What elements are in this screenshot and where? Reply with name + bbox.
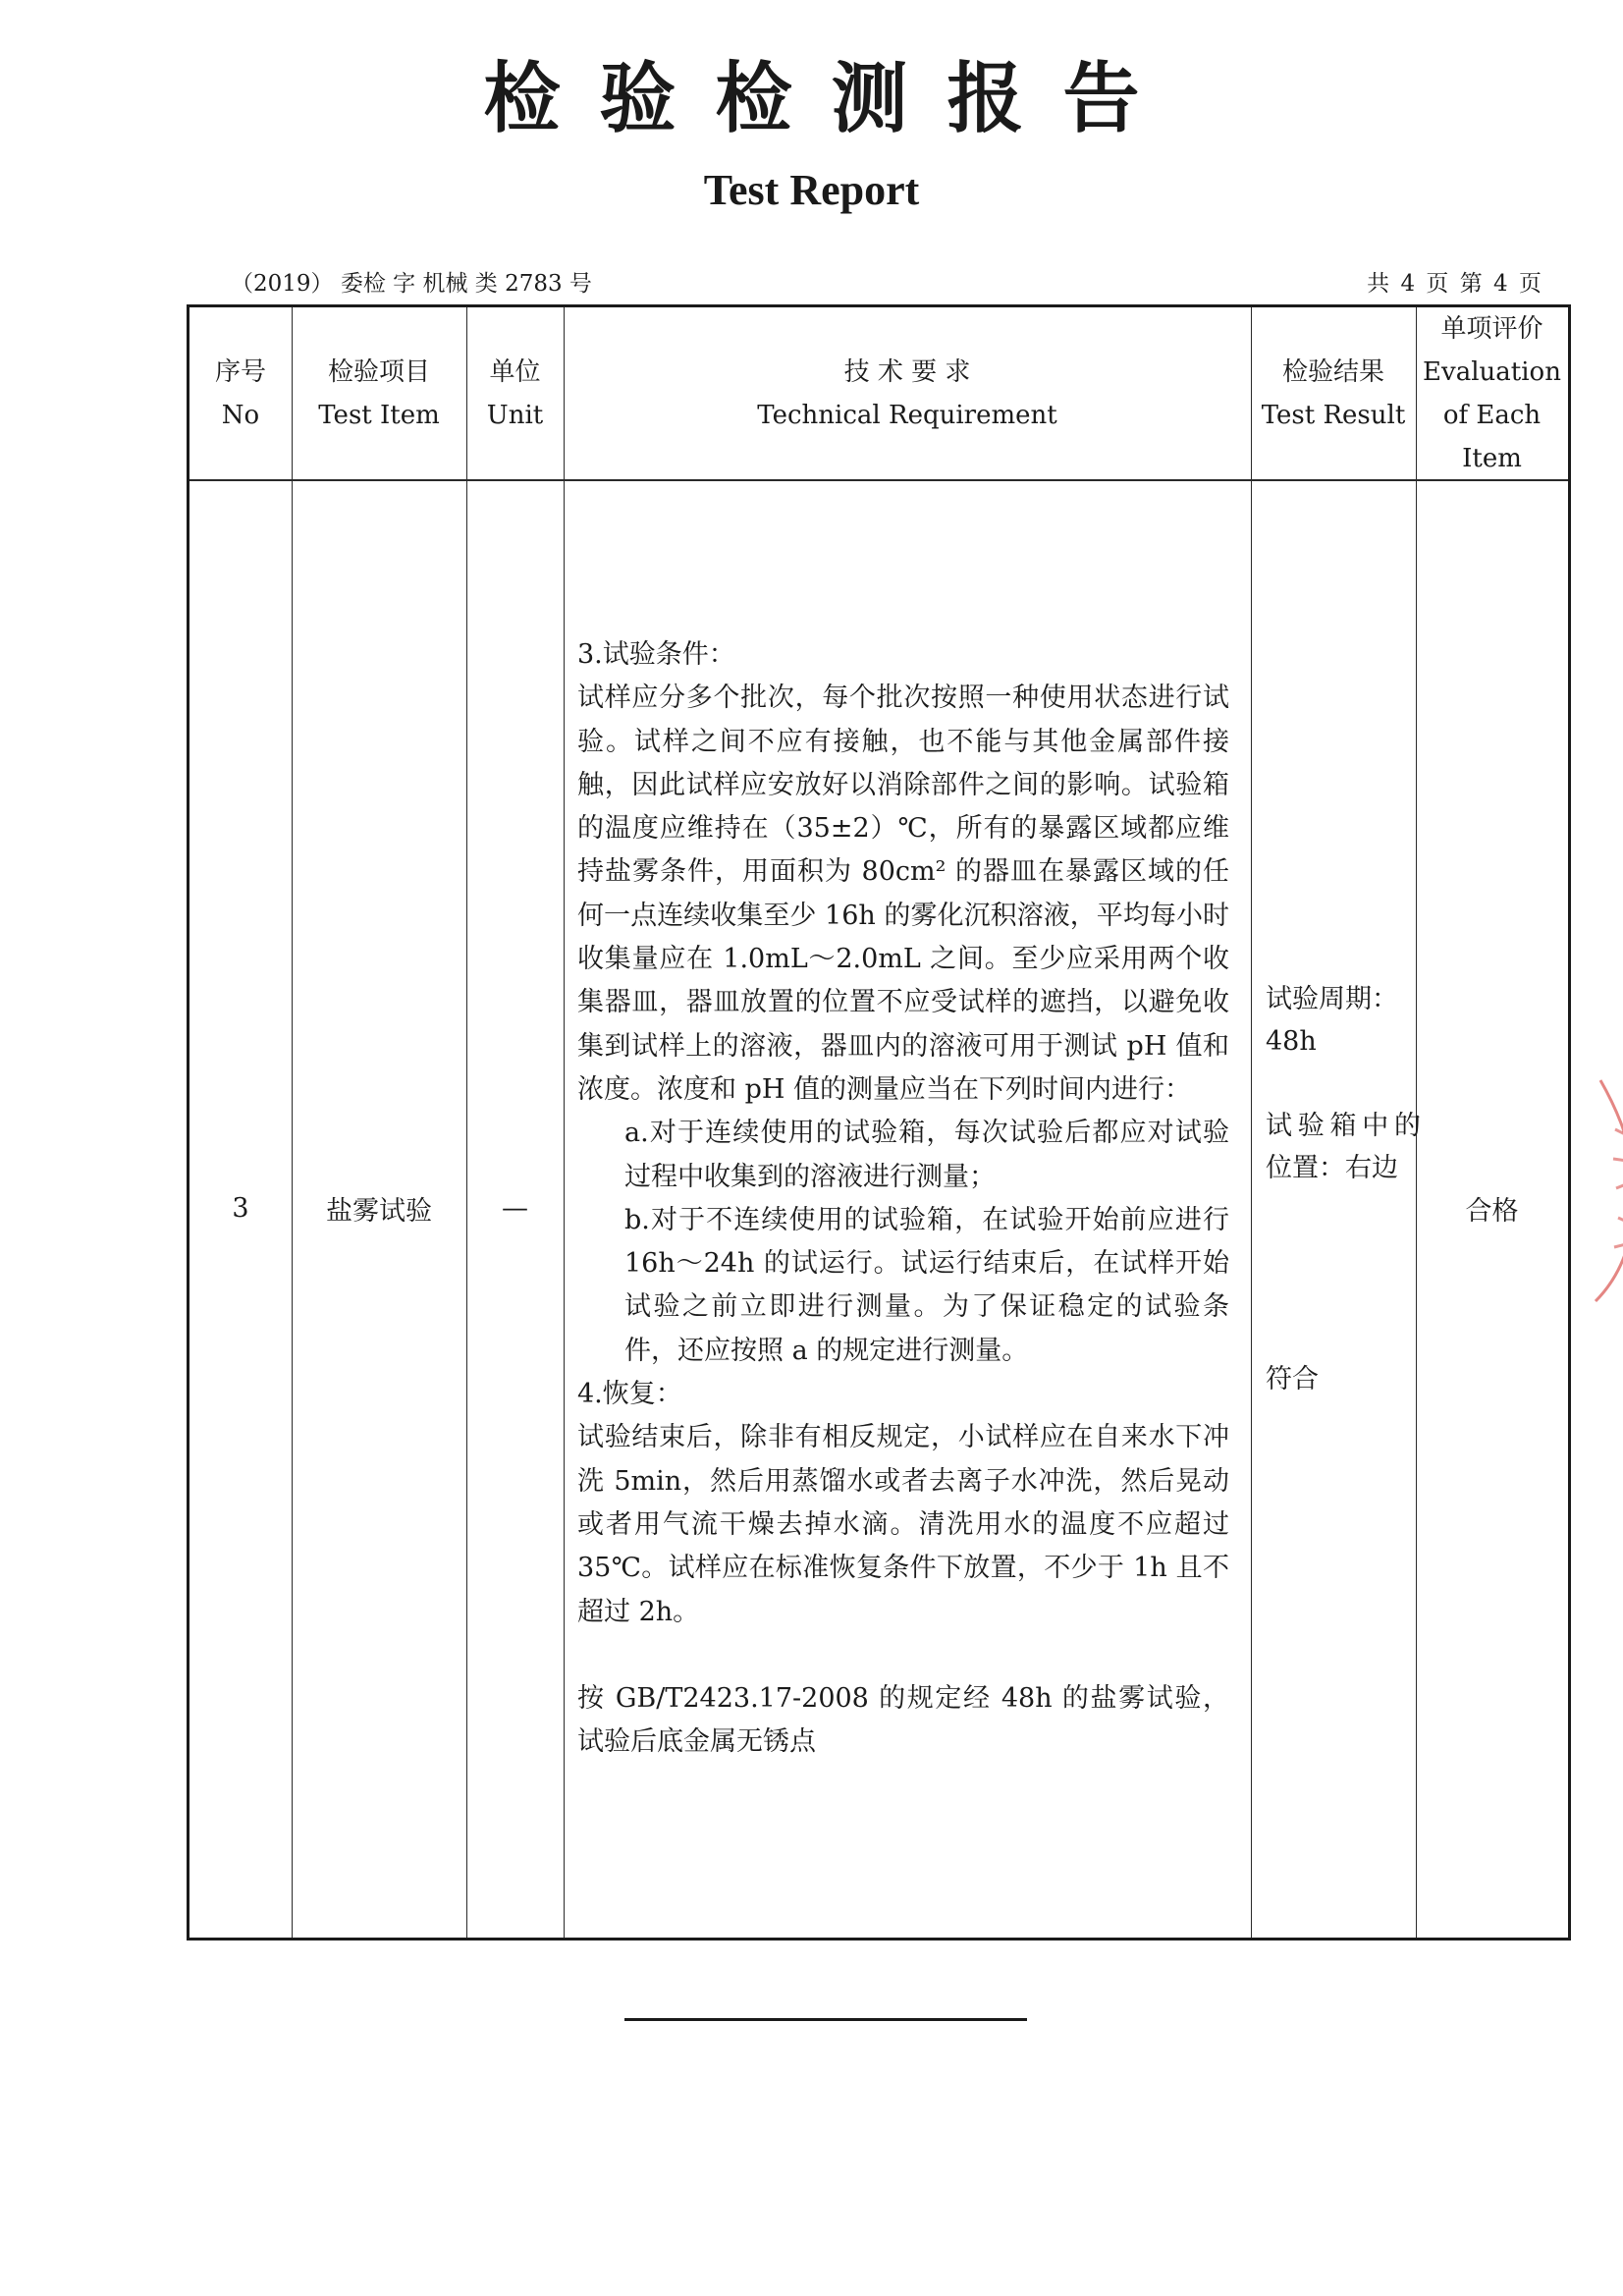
page-indicator: 共 4 页 第 4 页 (1367, 271, 1543, 297)
stamp-icon (1581, 1070, 1623, 1306)
column-divider (1251, 307, 1252, 1938)
result-conforms: 符合 (1266, 1364, 1319, 1394)
header-evaluation-en-line1: Evaluation (1423, 356, 1561, 387)
header-test-item-en: Test Item (318, 400, 440, 430)
report-number: （2019） 委检 字 机械 类 2783 号 (231, 271, 592, 297)
header-no-en: No (221, 400, 260, 430)
header-technical-requirement (564, 307, 1251, 479)
requirement-recovery-body: 试验结束后，除非有相反规定，小试样应在自来水下冲洗 5min，然后用蒸馏水或者去离子水冲洗，然后晃动或者用气流干燥去掉水滴。清洗用水的温度不应超过 35℃。试样应在标准恢复条件下放置，不少于 1h 且不超过 2h。 (577, 1422, 1229, 1627)
requirement-section-recovery: 4.恢复： (577, 1379, 682, 1410)
header-no-cn: 序号 (214, 356, 266, 387)
header-evaluation-en-line2: of Each (1442, 400, 1542, 430)
column-divider (564, 307, 565, 1938)
result-test-period-label: 试验周期： (1266, 984, 1398, 1014)
requirement-item-b: b.对于不连续使用的试验箱，在试验开始前应进行 16h～24h 的试运行。试运行结束后，在试样开始试验之前立即进行测量。为了保证稳定的试验条件，还应按照 a 的规定进行测量。 (624, 1204, 1229, 1366)
header-requirement-en: Technical Requirement (757, 400, 1057, 430)
row-unit: — (502, 1193, 528, 1224)
header-result-en: Test Result (1261, 400, 1406, 430)
row-evaluation: 合格 (1465, 1196, 1519, 1227)
header-evaluation-cn: 单项评价 (1440, 313, 1543, 344)
header-result-cn: 检验结果 (1281, 356, 1384, 387)
header-test-item (292, 307, 466, 479)
row-test-item: 盐雾试验 (326, 1196, 432, 1227)
technical-requirement-text (577, 633, 1229, 1764)
result-chamber-position: 试验箱中的位置：右边 (1266, 1111, 1421, 1183)
requirement-conditions-body: 试样应分多个批次，每个批次按照一种使用状态进行试验。试样之间不应有接触，也不能与其他金属部件接触，因此试样应安放好以消除部件之间的影响。试验箱的温度应维持在（35±2）℃，所有的暴露区域都应维持盐雾条件，用面积为 80cm² 的器皿在暴露区域的任何一点连续收集至少 16h 的雾化沉积溶液，平均每小时收集量应在 1.0mL～2.0mL 之间。至少应采用两个收集器皿，器皿放置的位置不应受试样的遮挡，以避免收集到试样上的溶液，器皿内的溶液可用于测试 pH 值和浓度。浓度和 pH 值的测量应当在下列时间内进行： (577, 683, 1229, 1105)
header-unit (466, 307, 564, 479)
header-no (189, 307, 292, 479)
header-unit-en: Unit (486, 400, 544, 430)
row-number: 3 (232, 1193, 249, 1224)
result-test-period-value: 48h (1266, 1026, 1317, 1057)
requirement-section-conditions: 3.试验条件： (577, 639, 735, 670)
requirement-summary: 按 GB/T2423.17-2008 的规定经 48h 的盐雾试验，试验后底金属无锈点 (577, 1682, 1229, 1758)
header-test-result (1251, 307, 1416, 479)
inspection-table (187, 304, 1571, 1941)
header-evaluation-en-line3: Item (1462, 443, 1522, 473)
report-title-english: Test Report (703, 166, 920, 214)
header-unit-cn: 单位 (489, 356, 541, 387)
header-evaluation (1416, 307, 1568, 479)
header-requirement-cn: 技 术 要 求 (843, 356, 971, 387)
test-result-text (1266, 978, 1421, 1400)
header-test-item-cn: 检验项目 (327, 356, 430, 387)
end-of-report-rule (624, 2018, 1027, 2021)
requirement-item-a: a.对于连续使用的试验箱，每次试验后都应对试验过程中收集到的溶液进行测量； (624, 1118, 1229, 1192)
report-title-chinese: 检验检测报告 (483, 55, 1179, 143)
